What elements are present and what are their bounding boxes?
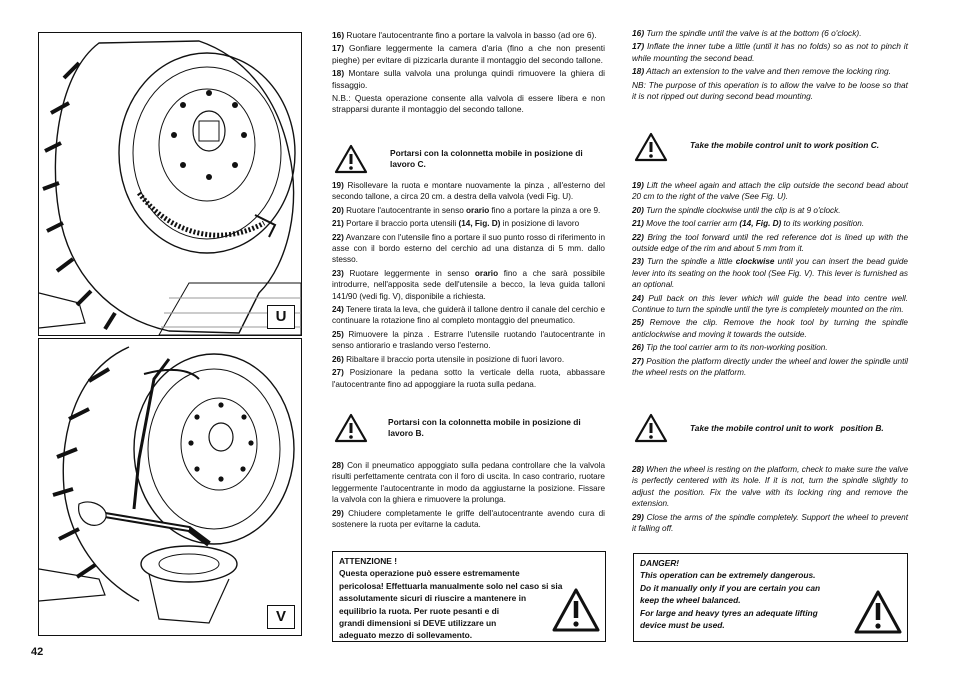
italian-text-column <box>332 30 605 118</box>
en-step-29: 29) Close the arms of the spindle completely. Support the wheel to prevent it falling off. <box>632 512 908 534</box>
en-step-19: 19) Lift the wheel again and attach the clip outside the second bead about 20 cm to the right of the valve (See Fig. U). <box>632 181 908 202</box>
en-step-26: 26) Tip the tool carrier arm to its non-working position. <box>632 343 828 353</box>
warning-icon <box>334 144 368 174</box>
warning-icon <box>334 413 368 443</box>
italian-steps-19-27 <box>332 180 605 392</box>
it-step-27: 27) Posizionare la pedana sotto la verticale della ruota, abbassare l'autocentrante fino ad appoggiare la ruota sulla pedana. <box>332 368 605 389</box>
en-step-21: 21) Move the tool carrier arm (14, Fig. D) to its working position. <box>632 219 865 229</box>
en-step-28: 28) When the wheel is resting on the platform, check to make sure the valve is perfectly centered with its hole. If it is not, turn the spindle slightly to adjust the position. Fix the valve with its locking ring and remove the extension. <box>632 465 908 509</box>
en-danger-box: DANGER! This operation can be extremely dangerous. Do it manually only if you are certain you can keep the wheel balanced. For large and heavy tyres an adequate lifting device must be used. <box>633 553 908 642</box>
en-step-16: 16) Turn the spindle until the valve is at the bottom (6 o'clock). <box>632 28 862 38</box>
en-warning-position-c: Take the mobile control unit to work position C. <box>690 140 880 150</box>
it-step-24: 24) Tenere tirata la leva, che guiderà il tallone dentro il canale del cerchio e continuare la rotazione fino al completo montaggio del pneumatico. <box>332 305 605 326</box>
warning-icon <box>853 589 903 635</box>
warning-icon <box>634 413 668 443</box>
it-note: N.B.: Questa operazione consente alla valvola di essere libera e non strapparsi durante il montaggio del secondo tallone. <box>332 93 605 115</box>
it-warning-position-c: Portarsi con la colonnetta mobile in posizione di lavoro C. <box>390 148 583 170</box>
en-step-27: 27) Position the platform directly under the wheel and lower the spindle until the wheel rests on the platform. <box>632 356 908 378</box>
page-number: 42 <box>31 646 44 658</box>
en-warning-position-b: Take the mobile control unit to work position B. <box>690 423 884 433</box>
en-step-24: 24) Pull back on this lever which will guide the bead into centre well. Continue to turn the spindle until the tyre is completely mounted on the rim. <box>632 293 908 315</box>
wheel-illustration-v <box>39 339 301 635</box>
it-step-19: 19) Risollevare la ruota e montare nuovamente la pinza , all'esterno del secondo tallone, a circa 20 cm. a destra della valvola (vedi Fig. U). <box>332 181 605 202</box>
wheel-illustration-u <box>39 33 301 335</box>
english-text-column <box>632 28 908 104</box>
figure-v <box>38 338 302 636</box>
it-step-17: 17) Gonfiare leggermente la camera d'aria (fino a che non presenti pieghe) per evitare di pizzicarla durante il montaggio del secondo tallone. <box>332 43 605 65</box>
it-step-18: 18) Montare sulla valvola una prolunga quindi rimuovere la ghiera di fissaggio. <box>332 68 605 90</box>
figure-label-u: U <box>267 305 295 329</box>
en-step-23: 23) Turn the spindle a little clockwise until you can insert the bead guide lever into its seating on the hook tool (See Fig. V). This lever is furnished as an optional. <box>632 257 908 290</box>
it-step-22: 22) Avanzare con l'utensile fino a portare il suo punto rosso di riferimento in asse con il bordo esterno del cerchio ad una distanza di 5 mm. dallo stesso. <box>332 232 605 265</box>
it-step-20: 20) Ruotare l'autocentrante in senso orario fino a portare la pinza a ore 9. <box>332 205 601 215</box>
warning-icon <box>634 132 668 162</box>
it-caution-box: ATTENZIONE ! Questa operazione può essere estremamente pericolosa! Effettuarla manualmente solo nel caso si sia assolutamente sicuri di riuscire a mantenere in equilibrio la ruota. Per ruote pesanti e di grandi dimensioni si DEVE utilizzare un adeguato mezzo di sollevamento. <box>332 551 606 642</box>
it-step-25: 25) Rimuovere la pinza . Estrarre l'utensile ruotando l'autocentrante in senso antiorario e traslando verso l'esterno. <box>332 329 605 351</box>
warning-icon <box>551 587 601 633</box>
it-step-26: 26) Ribaltare il braccio porta utensile in posizione di fuori lavoro. <box>332 354 565 364</box>
it-warning-position-b: Portarsi con la colonnetta mobile in posizione di lavoro B. <box>388 417 581 439</box>
it-step-29: 29) Chiudere completamente le griffe dell'autocentrante avendo cura di sostenere la ruota per evitarne la caduta. <box>332 508 605 530</box>
it-steps-16-18 <box>332 30 605 116</box>
english-steps-28-29 <box>632 464 908 536</box>
italian-steps-28-29 <box>332 460 605 532</box>
it-step-28: 28) Con il pneumatico appoggiato sulla pedana controllare che la valvola risulti perfettamente centrata con il foro di uscita. In caso contrario, ruotare leggermente l'autocentrante in modo da aggiustarne la posizione. Fissare la valvola con la ghiera e rimuovere la prolunga. <box>332 461 605 505</box>
en-step-22: 22) Bring the tool forward until the red reference dot is lined up with the outside edge of the rim and about 5 mm from it. <box>632 232 908 254</box>
it-step-23: 23) Ruotare leggermente in senso orario fino a che sarà possibile introdurre, nell'apposita sede dell'utensile a becco, la leva guida talloni 141/90 (vedi fig. V), disponibile a richiesta. <box>332 268 605 301</box>
it-step-21: 21) Portare il braccio porta utensili (14, Fig. D) in posizione di lavoro <box>332 219 580 229</box>
en-step-17: 17) Inflate the inner tube a little (until it has no folds) so as not to pinch it while mounting the second bead. <box>632 41 908 63</box>
en-note: NB: The purpose of this operation is to allow the valve to be loose so that it is not ripped out during second bead mounting. <box>632 79 908 102</box>
en-step-18: 18) Attach an extension to the valve and then remove the locking ring. <box>632 66 892 77</box>
figure-u <box>38 32 302 336</box>
english-steps-19-27 <box>632 180 908 381</box>
it-step-16: 16) Ruotare l'autocentrante fino a portare la valvola in basso (ad ore 6). <box>332 30 597 40</box>
en-step-20: 20) Turn the spindle clockwise until the clip is at 9 o'clock. <box>632 205 841 215</box>
figure-label-v: V <box>267 605 295 629</box>
en-step-25: 25) Remove the clip. Remove the hook tool by turning the spindle anticlockwise and moving it towards the outside. <box>632 318 908 339</box>
